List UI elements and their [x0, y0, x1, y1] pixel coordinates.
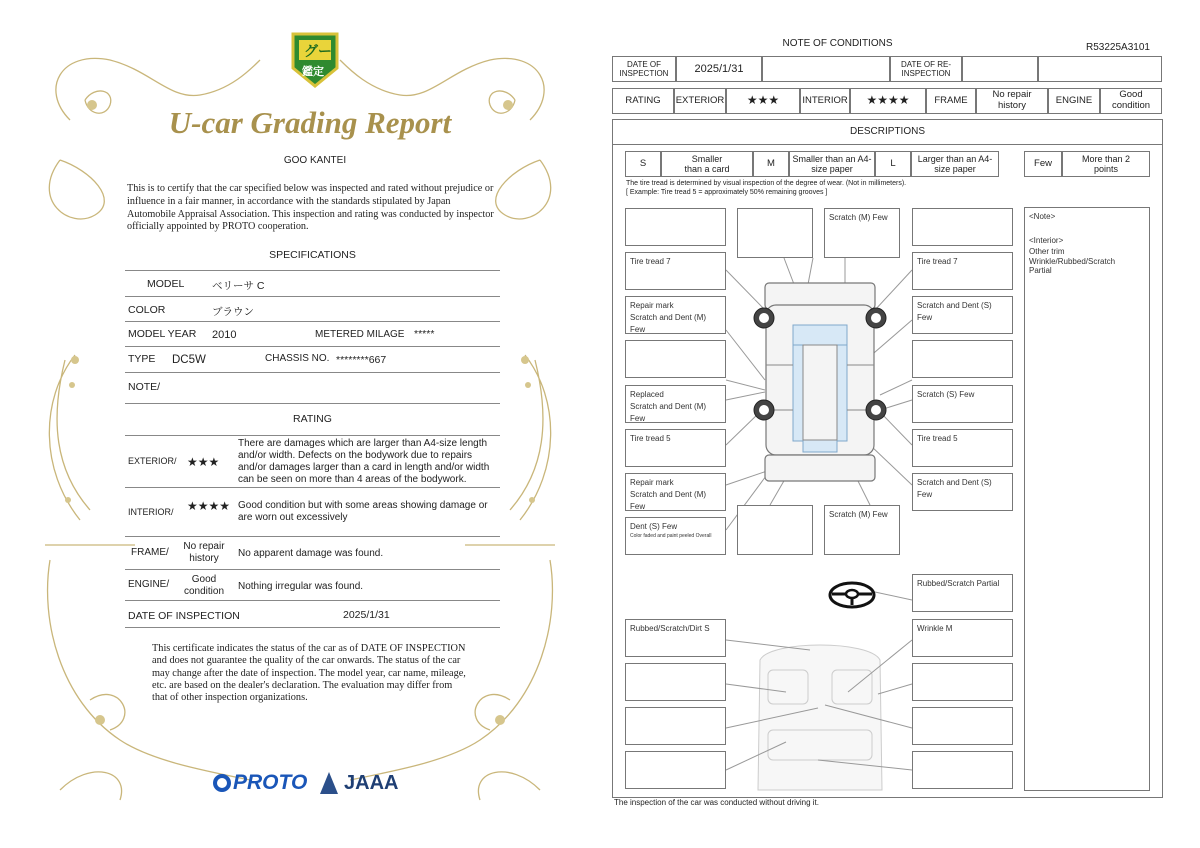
- certificate-footer-text: This certificate indicates the status of the car as of DATE OF INSPECTION and does not guarantee the quality of the car onwards. The status of the car may change after the date of inspection. The model year, car name, mileage, etc. are based on the dealer's declaration. The evaluation may differ from that of other inspection organizations.: [152, 643, 466, 704]
- interior-label-cell: INTERIOR: [800, 88, 850, 114]
- jaaa-logo: [320, 770, 398, 796]
- frame-value: No repair history: [183, 541, 225, 564]
- inspection-date-label: DATE OF INSPECTION: [128, 610, 240, 622]
- desc-box-interior-left-4: [625, 751, 726, 789]
- note-line-1: Other trim: [1029, 247, 1065, 256]
- desc-box-seat: Wrinkle M: [912, 619, 1013, 657]
- frame-value-cell: No repair history: [976, 88, 1048, 114]
- desc-box-interior-right-4: [912, 751, 1013, 789]
- desc-box-bottom-left: Dent (S) Few Color faded and paint peeled Overall: [625, 517, 726, 555]
- legend-s: S: [625, 151, 661, 177]
- desc-box-rear-right-tire: Tire tread 5: [912, 429, 1013, 467]
- rating-label: RATING: [612, 88, 674, 114]
- desc-box-right-front: Scratch and Dent (S) Few: [912, 296, 1013, 334]
- exterior-value-cell: ★★★: [726, 88, 800, 114]
- desc-box-top-left: [625, 208, 726, 246]
- jaaa-logo-text: JAAA: [344, 771, 399, 794]
- report-title: U-car Grading Report: [168, 105, 452, 140]
- logo-text-bottom: 鑑定: [302, 66, 324, 78]
- model-value: ベリーサ C: [212, 280, 265, 292]
- color-label: COLOR: [128, 304, 166, 316]
- desc-box-interior-right-3: [912, 707, 1013, 745]
- note-label: NOTE/: [128, 381, 161, 393]
- type-label: TYPE: [128, 353, 156, 365]
- model-year-label: MODEL YEAR: [128, 328, 197, 340]
- interior-stars: ★★★★: [187, 499, 231, 513]
- model-year-value: 2010: [212, 329, 237, 341]
- date-reinspection-label: DATE OF RE-INSPECTION: [890, 56, 962, 82]
- proto-logo-icon: [213, 774, 231, 792]
- legend-l-desc: Larger than an A4-size paper: [911, 151, 999, 177]
- exterior-stars: ★★★: [187, 455, 220, 469]
- desc-box-top-right: [912, 208, 1013, 246]
- note-line-3: Partial: [1029, 266, 1052, 276]
- desc-box-top-center-right: Scratch (M) Few: [824, 208, 900, 258]
- desc-box-bottom-center-left: [737, 505, 813, 555]
- desc-box-interior-right-2: [912, 663, 1013, 701]
- report-subtitle: GOO KANTEI: [283, 155, 347, 166]
- descriptions-heading: DESCRIPTIONS: [849, 126, 925, 137]
- engine-label-cell: ENGINE: [1048, 88, 1100, 114]
- tread-note-2: [ Example: Tire tread 5 = approximately 50% remaining grooves ]: [626, 189, 828, 196]
- inspection-date-value: 2025/1/31: [343, 609, 390, 621]
- engine-desc: Nothing irregular was found.: [238, 581, 364, 592]
- proto-logo-text: PROTO: [233, 771, 308, 794]
- desc-box-steering: Rubbed/Scratch Partial: [912, 574, 1013, 612]
- exterior-label-cell: EXTERIOR: [674, 88, 726, 114]
- conditions-title: NOTE OF CONDITIONS: [782, 38, 893, 49]
- desc-box-front-left-tire: Tire tread 7: [625, 252, 726, 290]
- desc-box-left-back: Repair mark Scratch and Dent (M) Few: [625, 473, 726, 511]
- engine-label: ENGINE/: [128, 579, 170, 590]
- specifications-heading: SPECIFICATIONS: [269, 249, 356, 261]
- date-inspection-label: DATE OF INSPECTION: [612, 56, 676, 82]
- desc-box-left-mid: [625, 340, 726, 378]
- frame-desc: No apparent damage was found.: [238, 548, 384, 559]
- frame-label-cell: FRAME: [926, 88, 976, 114]
- mileage-value: *****: [414, 328, 435, 340]
- model-label: MODEL: [147, 278, 185, 290]
- rating-heading: RATING: [293, 413, 332, 425]
- note-heading: <Note>: [1029, 212, 1056, 221]
- legend-l: L: [875, 151, 911, 177]
- legend-m: M: [753, 151, 789, 177]
- desc-box-right-back: Scratch and Dent (S) Few: [912, 473, 1013, 511]
- exterior-label: EXTERIOR/: [128, 456, 177, 466]
- legend-few: Few: [1024, 151, 1062, 177]
- engine-value: Good condition: [183, 574, 225, 597]
- desc-box-top-center-left: [737, 208, 813, 258]
- jaaa-logo-icon: [320, 772, 338, 794]
- desc-box-interior-left-3: [625, 707, 726, 745]
- legend-m-desc: Smaller than an A4-size paper: [789, 151, 875, 177]
- desc-box-dashboard: Rubbed/Scratch/Dirt S: [625, 619, 726, 657]
- frame-label: FRAME/: [131, 547, 169, 558]
- interior-desc: Good condition but with some areas showing damage or are worn out excessively: [238, 500, 488, 523]
- note-line-2: Wrinkle/Rubbed/Scratch: [1029, 256, 1116, 266]
- interior-value-cell: ★★★★: [850, 88, 926, 114]
- desc-box-right-mid-top: [912, 340, 1013, 378]
- desc-box-front-right-tire: Tire tread 7: [912, 252, 1013, 290]
- exterior-desc: There are damages which are larger than A4-size length and/or width. Defects on the bodywork due to repairs and/or damages larger than a card in length and/or width can be seen on more than 4 areas of the bodywork.: [238, 438, 490, 485]
- desc-box-left-front: Repair mark Scratch and Dent (M) Few: [625, 296, 726, 334]
- tread-note-1: The tire tread is determined by visual inspection of the degree of wear. (Not in millimeters).: [626, 180, 907, 187]
- desc-box-interior-left-2: [625, 663, 726, 701]
- note-of-conditions: [600, 0, 1200, 848]
- inspection-footer: The inspection of the car was conducted without driving it.: [614, 798, 819, 807]
- reference-number: R53225A3101: [1086, 42, 1150, 53]
- logo-text-top: グー: [304, 43, 332, 59]
- chassis-value: ********667: [336, 354, 387, 366]
- date-inspection-value: 2025/1/31: [676, 56, 762, 82]
- interior-heading: <Interior>: [1029, 236, 1064, 245]
- legend-s-desc: Smaller than a card: [661, 151, 753, 177]
- legend-few-desc: More than 2 points: [1062, 151, 1150, 177]
- type-value: DC5W: [172, 354, 206, 366]
- color-value: ブラウン: [212, 306, 254, 318]
- desc-box-left-rear: Replaced Scratch and Dent (M) Few: [625, 385, 726, 423]
- goo-kantei-logo: [287, 30, 343, 90]
- desc-box-bottom-center-right: Scratch (M) Few: [824, 505, 900, 555]
- desc-box-right-mid: Scratch (S) Few: [912, 385, 1013, 423]
- proto-logo: [213, 770, 307, 796]
- certify-text: This is to certify that the car specified below was inspected and rated without prejudice or influence in a fair manner, in accordance with the standards stipulated by Japan Automobile Appraisal Association. This inspection and rating was conducted by inspector officially appointed by PROTO cooperation.: [127, 183, 494, 233]
- desc-box-rear-left-tire: Tire tread 5: [625, 429, 726, 467]
- interior-label: INTERIOR/: [128, 507, 174, 517]
- mileage-label: METERED MILAGE: [315, 329, 405, 340]
- engine-value-cell: Good condition: [1100, 88, 1162, 114]
- chassis-label: CHASSIS NO.: [265, 353, 330, 364]
